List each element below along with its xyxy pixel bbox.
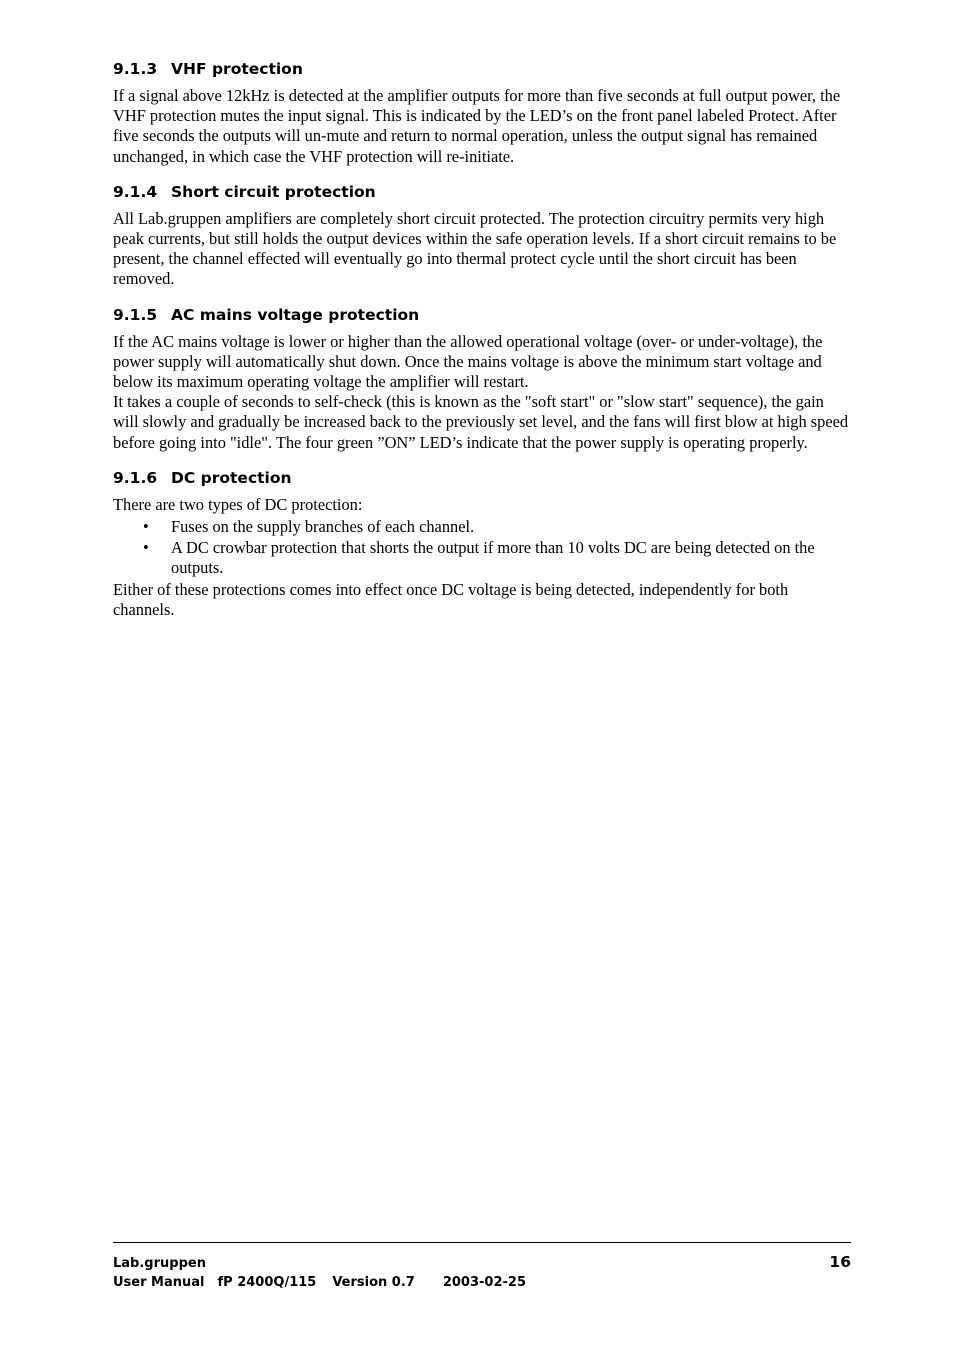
- section-title: Short circuit protection: [171, 182, 376, 201]
- paragraph: All Lab.gruppen amplifiers are completely short circuit protected. The protection circuitry permits very high peak currents, but still holds the output devices within the safe operation levels. If a short circuit remains to be present, the channel effected will eventually go into thermal protect cycle until the short circuit has been removed.: [113, 208, 837, 289]
- section-dc-protection: [113, 467, 853, 621]
- section-number: 9.1.5: [113, 305, 158, 324]
- section-heading: [113, 467, 853, 489]
- bullet-icon: •: [143, 538, 149, 558]
- section-heading: [113, 304, 853, 326]
- footer-model: fP 2400Q/115: [217, 1275, 317, 1290]
- paragraph: If a signal above 12kHz is detected at the amplifier outputs for more than five seconds at full output power, the VHF protection mutes the input signal. This is indicated by the LED’s on the front panel labeled Protect. After five seconds the outputs will un-mute and return to normal operation, unless the output signal has remained unchanged, in which case the VHF protection will re-initiate.: [113, 86, 841, 166]
- section-heading: [113, 58, 853, 80]
- paragraph: It takes a couple of seconds to self-check (this is known as the "soft start" or "slow start" sequence), the gain will slowly and gradually be increased back to the previously set level, and the fans will first blow at high speed before going into "idle". The four green ”ON” LED’s indicate that the power supply is operating properly.: [113, 392, 849, 452]
- footer-version: Version 0.7: [332, 1275, 415, 1290]
- footer-company: Lab.gruppen: [113, 1256, 206, 1271]
- section-vhf-protection: [113, 58, 853, 167]
- footer-divider: [113, 1242, 851, 1243]
- footer-doc-info: [113, 1273, 851, 1292]
- section-title: AC mains voltage protection: [171, 305, 420, 324]
- page-content: [113, 58, 853, 621]
- list-item: [113, 538, 853, 578]
- footer-doc-type: User Manual: [113, 1275, 205, 1290]
- bullet-icon: •: [143, 516, 149, 536]
- section-number: 9.1.6: [113, 468, 158, 487]
- section-heading: [113, 181, 853, 203]
- section-ac-mains-voltage-protection: [113, 304, 853, 453]
- page-footer: [113, 1254, 851, 1292]
- section-number: 9.1.4: [113, 182, 158, 201]
- page-number: 16: [829, 1253, 851, 1271]
- paragraph-outro: Either of these protections comes into effect once DC voltage is being detected, independently for both channels.: [113, 580, 789, 620]
- section-title: VHF protection: [171, 60, 303, 78]
- list-item: [113, 517, 853, 537]
- list-item-text: A DC crowbar protection that shorts the output if more than 10 volts DC are being detected on the outputs.: [171, 538, 815, 578]
- footer-date: 2003-02-25: [442, 1275, 526, 1290]
- paragraph: If the AC mains voltage is lower or higher than the allowed operational voltage (over- or under-voltage), the power supply will automatically shut down. Once the mains voltage is above the minimum start voltage and below its maximum operating voltage the amplifier will restart.: [113, 331, 823, 392]
- paragraph-intro: There are two types of DC protection:: [113, 494, 363, 514]
- bullet-list: [113, 517, 853, 579]
- section-short-circuit-protection: [113, 181, 853, 290]
- section-title: DC protection: [171, 468, 292, 487]
- list-item-text: Fuses on the supply branches of each channel.: [171, 516, 475, 536]
- section-number: 9.1.3: [113, 60, 158, 78]
